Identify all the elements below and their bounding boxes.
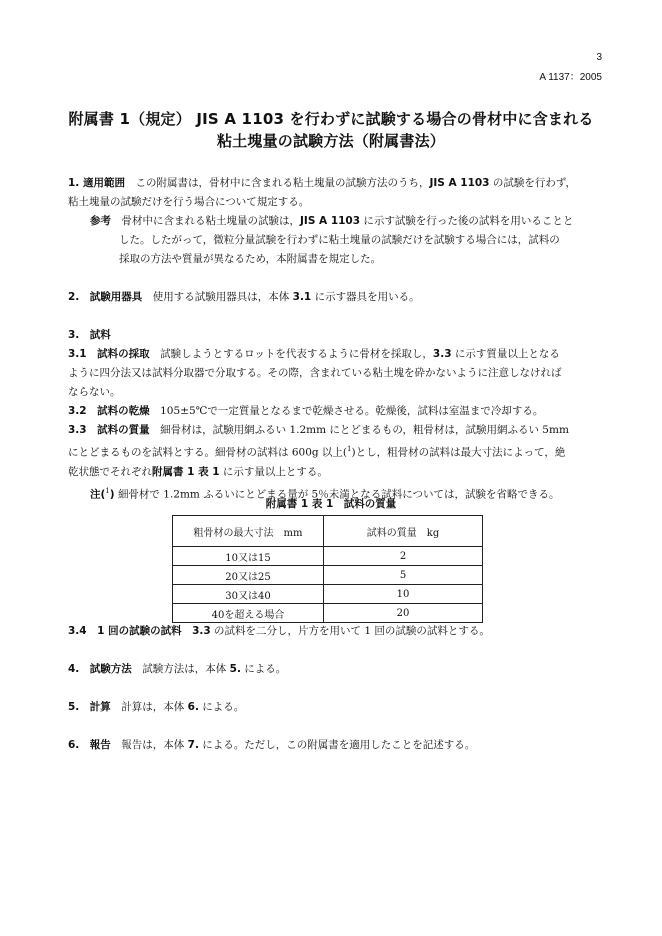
section-5-heading: 計算	[89, 701, 111, 713]
section-1-heading: 1. 適用範囲	[68, 177, 125, 189]
table-header-row	[173, 516, 483, 547]
title-line-1: 附属書 1（規定） JIS A 1103 を行わずに試験する場合の骨材中に含まれる	[68, 110, 594, 128]
table-cell: 30又は40	[173, 585, 324, 604]
table-reference: 附属書 1 表 1	[152, 465, 220, 478]
table-header-cell: 粗骨材の最大寸法 mm	[173, 516, 324, 547]
section-3-2: 3.2 試料の乾燥 105±5℃で一定質量となるまで乾燥させる。乾燥後，試料は室温まで冷却する。	[68, 405, 544, 417]
section-3: 3. 試料 3.1 試料の採取 試験しようとするロットを代表するように骨材を採取し，3.3 に示す質量以上となる ように四分法又は試料分取器で分取する。その際，含まれている粘土塊を砕かないように注意しなければ ならない。 3.2 試料の乾燥 105±5℃で一定質量となるまで乾燥させる。乾燥後，試料は室温まで冷却する。 3.3 試料の質量 細骨材は，試験用網ふるい 1.2mm にとどまるもの，粗骨材は，試験用網ふるい 5mm にとどまるものを試料とする。細骨材の試料は 600g 以上($^1$)とし，粗骨材の試料は最大寸法によって，絶 乾状態でそれぞれ附属書 1 表 1 に示す量以上とする。 注($^1$) 細骨材で 1.2mm ふるいにとどまる量が 5％未満となる試料については，試験を省略できる。	[68, 326, 596, 504]
standard-code: A 1137：2005	[539, 72, 602, 83]
table-row	[173, 585, 483, 604]
table-cell: 10又は15	[173, 547, 324, 566]
section-3-3: 3.3 試料の質量 細骨材は，試験用網ふるい 1.2mm にとどまるもの，粗骨材は，試験用網ふるい 5mm	[68, 424, 569, 436]
table-row	[173, 566, 483, 585]
sample-mass-table	[172, 515, 483, 623]
page-title	[60, 108, 602, 152]
table-cell: 20又は25	[173, 566, 324, 585]
table-cell: 2	[324, 547, 483, 566]
section-1-note: 参考 骨材中に含まれる粘土塊量の試験は，JIS A 1103 に示す試験を行った後の試料を用いることと した。したがって，微粒分量試験を行わずに粘土塊量の試験だけを試験する場合には，試料の 採取の方法や質量が異なるため，本附属書を規定した。	[90, 215, 574, 265]
table-header-cell: 試料の質量 kg	[324, 516, 483, 547]
page-number: 3	[596, 52, 602, 63]
section-3-heading: 試料	[89, 329, 111, 341]
title-line-2: 粘土塊量の試験方法（附属書法）	[216, 132, 445, 150]
section-4-heading: 試験方法	[89, 663, 132, 675]
table-cell: 40を超える場合	[173, 604, 324, 623]
section-5: 5. 計算 計算は，本体 6. による。	[68, 701, 245, 713]
ref-jis-a-1103: JIS A 1103	[429, 177, 490, 189]
table-cell: 5	[324, 566, 483, 585]
table-cell: 10	[324, 585, 483, 604]
note-label: 参考	[90, 215, 111, 227]
section-3-1: 3.1 試料の採取 試験しようとするロットを代表するように骨材を採取し，3.3 に示す質量以上となる	[68, 348, 560, 360]
section-1-line-2: 粘土塊量の試験だけを行う場合について規定する。	[68, 196, 310, 208]
table-row	[173, 604, 483, 623]
section-4: 4. 試験方法 試験方法は，本体 5. による。	[68, 663, 287, 675]
section-3-4: 3.4 1 回の試験の試料 3.3 の試料を二分し，片方を用いて 1 回の試験の試料とする。	[68, 625, 490, 637]
section-6: 6. 報告 報告は，本体 7. による。ただし，この附属書を適用したことを記述する。	[68, 739, 476, 751]
section-2: 2. 試験用器具 使用する試験用器具は，本体 3.1 に示す器具を用いる。	[68, 291, 420, 303]
table-caption: 附属書 1 表 1 試料の質量	[265, 498, 397, 510]
table-cell: 20	[324, 604, 483, 623]
table-row	[173, 547, 483, 566]
footnote-1: 注($^1$) 細骨材で 1.2mm ふるいにとどまる量が 5％未満となる試料については，試験を省略できる。	[90, 486, 560, 500]
section-2-heading: 試験用器具	[89, 291, 143, 303]
section-6-heading: 報告	[89, 739, 111, 751]
section-1: 1. 適用範囲 この附属書は，骨材中に含まれる粘土塊量の試験方法のうち，JIS A 1103 の試験を行わず， 粘土塊量の試験だけを行う場合について規定する。	[68, 174, 596, 212]
